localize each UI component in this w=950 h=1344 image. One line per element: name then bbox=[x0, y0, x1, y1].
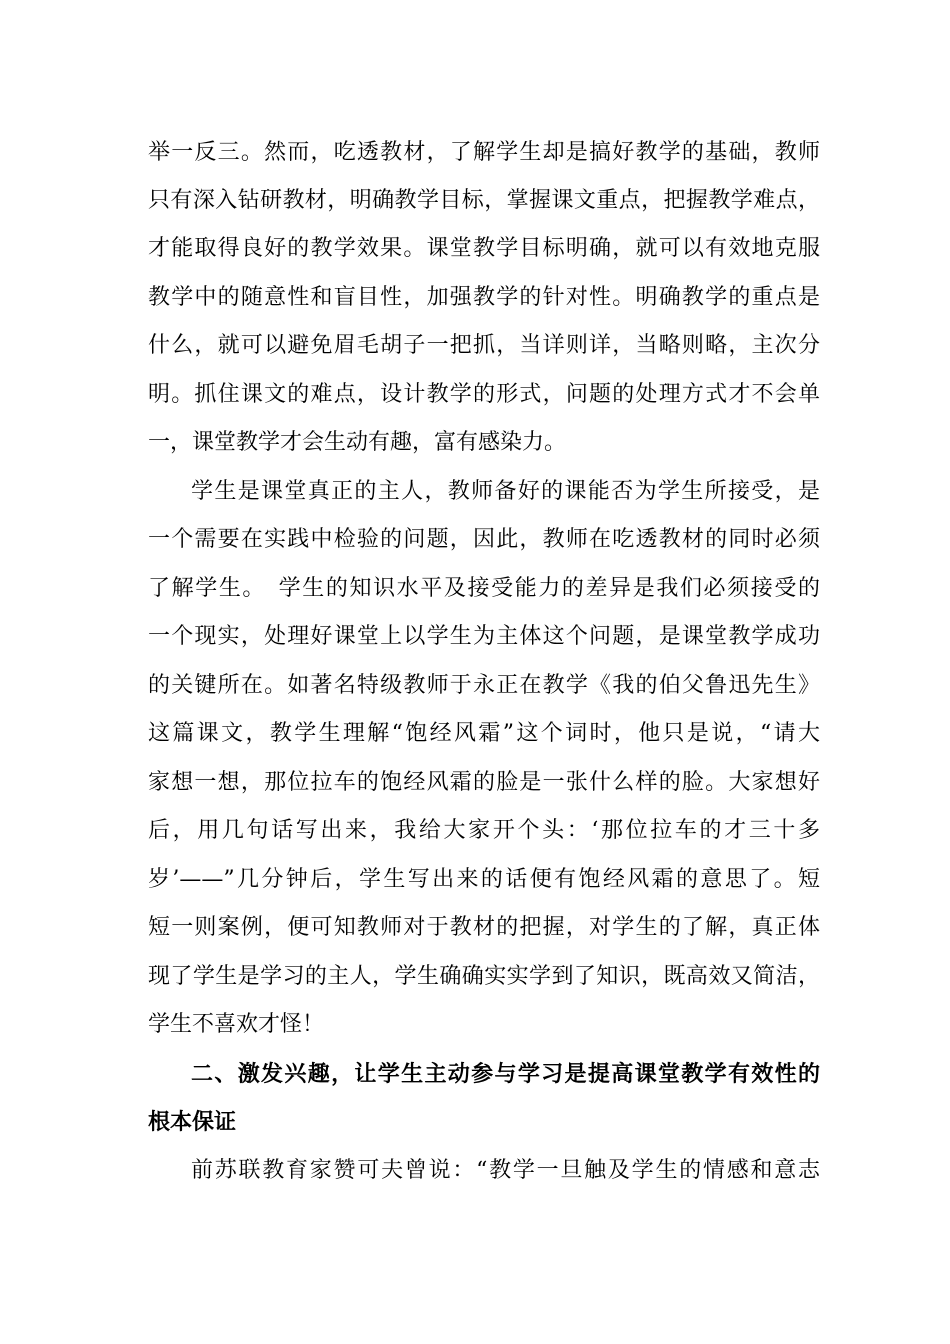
text-line: 才能取得良好的教学效果。课堂教学目标明确，就可以有效地克服 bbox=[148, 236, 820, 261]
text-line: 只有深入钻研教材，明确教学目标，掌握课文重点，把握教学难点， bbox=[148, 188, 820, 213]
heading-line: 二、激发兴趣，让学生主动参与学习是提高课堂教学有效性的 bbox=[191, 1061, 820, 1087]
text-line: 举一反三。然而，吃透教材，了解学生却是搞好教学的基础，教师 bbox=[148, 140, 820, 165]
text-line: 学生是课堂真正的主人，教师备好的课能否为学生所接受，是 bbox=[191, 479, 820, 504]
text-line: 学生不喜欢才怪！ bbox=[148, 1012, 325, 1037]
text-line: 岁’——”几分钟后，学生写出来的话便有饱经风霜的意思了。短 bbox=[148, 867, 820, 892]
text-line: 的关键所在。如著名特级教师于永正在教学《我的伯父鲁迅先生》 bbox=[148, 673, 820, 698]
text-line: 了解学生。 学生的知识水平及接受能力的差异是我们必须接受的 bbox=[148, 576, 820, 601]
text-line: 现了学生是学习的主人，学生确确实实学到了知识，既高效又简洁， bbox=[148, 964, 820, 989]
heading-line: 根本保证 bbox=[148, 1109, 237, 1135]
text-line: 短一则案例，便可知教师对于教材的把握，对学生的了解，真正体 bbox=[148, 915, 820, 940]
text-line: 教学中的随意性和盲目性，加强教学的针对性。明确教学的重点是 bbox=[148, 285, 820, 310]
text-line: 明。抓住课文的难点，设计教学的形式，问题的处理方式才不会单 bbox=[148, 382, 820, 407]
text-line: 后，用几句话写出来，我给大家开个头：‘那位拉车的才三十多 bbox=[148, 818, 820, 843]
text-line: 什么，就可以避免眉毛胡子一把抓，当详则详，当略则略，主次分 bbox=[148, 333, 820, 358]
text-line: 一，课堂教学才会生动有趣，富有感染力。 bbox=[148, 430, 567, 455]
text-line: 家想一想，那位拉车的饱经风霜的脸是一张什么样的脸。大家想好 bbox=[148, 770, 820, 795]
text-line: 一个现实，处理好课堂上以学生为主体这个问题，是课堂教学成功 bbox=[148, 624, 820, 649]
text-line: 这篇课文，教学生理解“饱经风霜”这个词时，他只是说，“请大 bbox=[148, 721, 820, 746]
text-line: 一个需要在实践中检验的问题，因此，教师在吃透教材的同时必须 bbox=[148, 527, 820, 552]
text-line: 前苏联教育家赞可夫曾说：“教学一旦触及学生的情感和意志 bbox=[191, 1158, 820, 1183]
